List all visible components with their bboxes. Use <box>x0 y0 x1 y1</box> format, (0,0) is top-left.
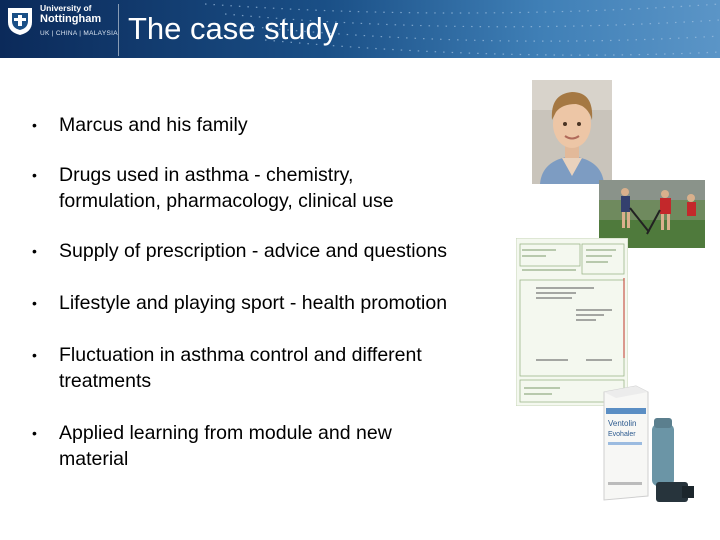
logo-line1: University of <box>40 3 92 13</box>
bullet-dot-icon: • <box>32 295 37 311</box>
bullet-dot-icon: • <box>32 167 37 183</box>
bullet-item <box>32 112 512 138</box>
bullet-dot-icon: • <box>32 347 37 363</box>
ventolin-inhaler-image <box>596 382 714 508</box>
bullet-text-cont: material <box>59 448 129 470</box>
bullet-text: Applied learning from module and new <box>59 422 392 444</box>
boy-photo <box>532 80 612 184</box>
bullet-text: Fluctuation in asthma control and different <box>59 344 422 366</box>
crest-icon <box>6 6 34 36</box>
bullet-dot-icon: • <box>32 425 37 441</box>
bullet-text: Marcus and his family <box>59 114 248 136</box>
logo-line2: Nottingham <box>40 13 102 25</box>
slide-title: The case study <box>128 11 339 46</box>
bullet-text: Drugs used in asthma - chemistry, <box>59 164 354 186</box>
bullet-item <box>32 238 512 264</box>
bullet-dot-icon: • <box>32 117 37 133</box>
bullet-text-cont: treatments <box>59 370 152 392</box>
header-banner <box>0 0 720 58</box>
bullet-text: Supply of prescription - advice and questions <box>59 240 448 262</box>
logo-text <box>40 4 101 25</box>
bullet-item <box>32 420 512 472</box>
bullet-item <box>32 342 512 394</box>
inhaler-sub-label: Evohaler <box>608 431 636 438</box>
prescription-form-image <box>516 238 628 406</box>
bullet-text: Lifestyle and playing sport - health promotion <box>59 292 448 314</box>
bullet-list <box>32 112 512 472</box>
bullet-text-cont: formulation, pharmacology, clinical use <box>59 190 394 212</box>
bullet-item <box>32 162 512 214</box>
bullet-dot-icon: • <box>32 243 37 259</box>
university-logo[interactable] <box>0 0 118 58</box>
inhaler-brand-label: Ventolin <box>608 419 637 428</box>
bullet-item <box>32 290 512 316</box>
header-divider <box>118 4 119 56</box>
logo-subtitle: UK | CHINA | MALAYSIA <box>40 30 118 37</box>
